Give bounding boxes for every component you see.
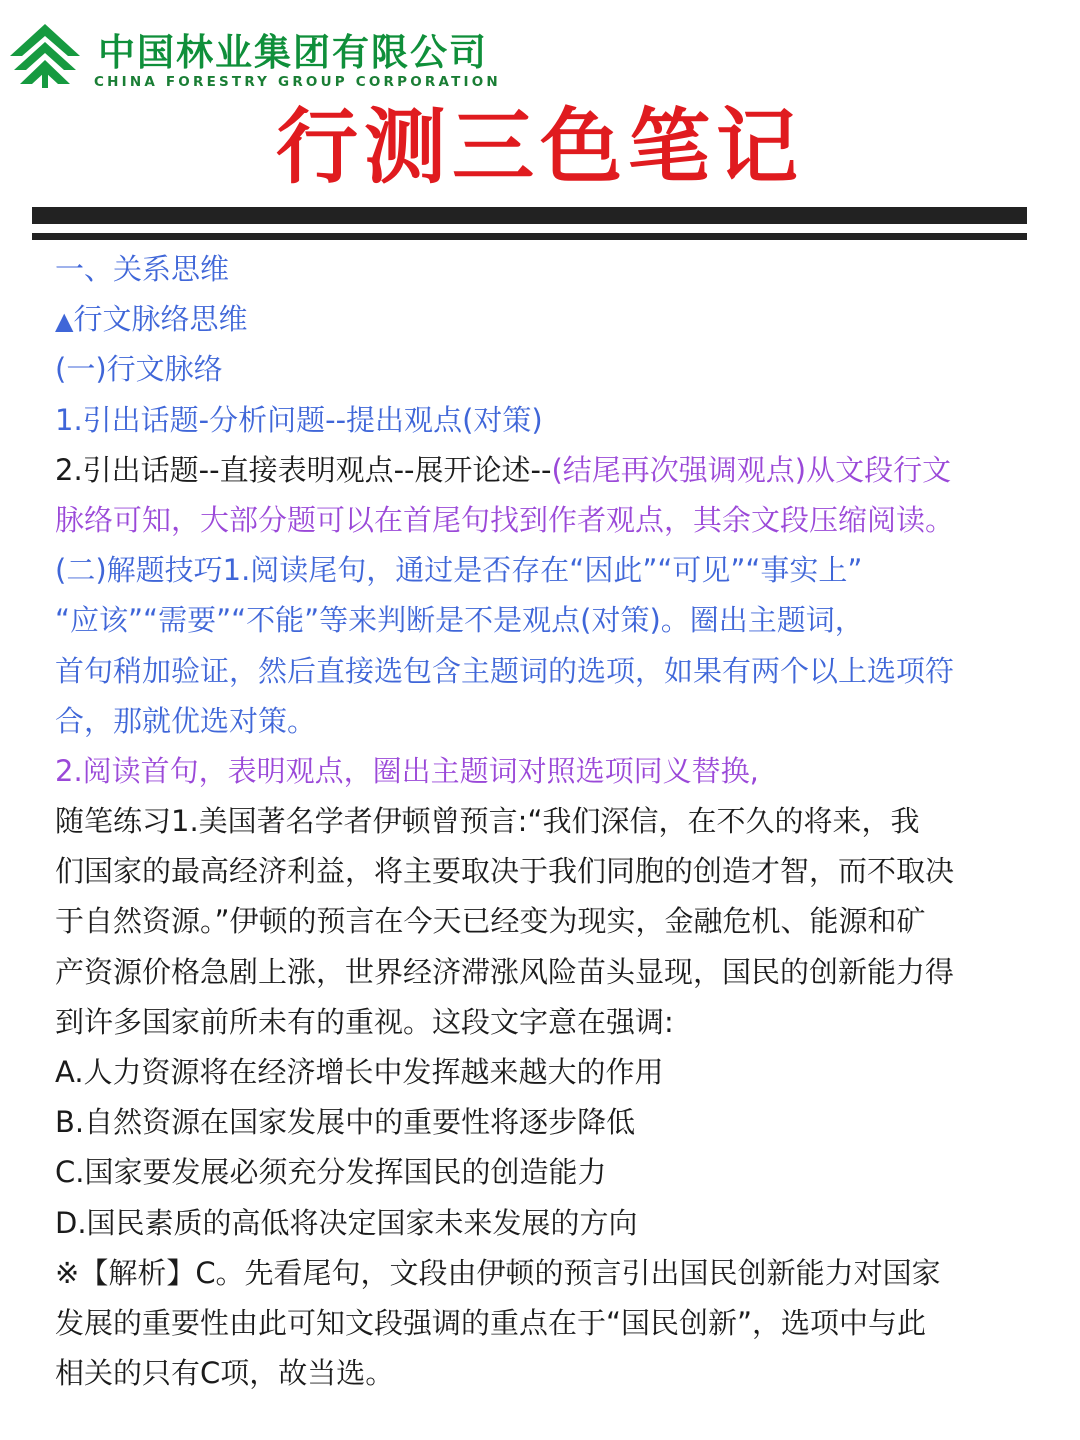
practice-line: 产资源价格急剧上涨，世界经济滞涨风险苗头显现，国民的创新能力得	[55, 954, 955, 989]
notes-body	[55, 244, 1030, 1398]
tree-logo-icon	[8, 22, 82, 90]
note-item-2	[55, 445, 1030, 495]
triangle-icon: ▲	[55, 307, 74, 336]
option-c: C.国家要发展必须充分发挥国民的创造能力	[55, 1155, 607, 1190]
option-d: D.国民素质的高低将决定国家未来发展的方向	[55, 1205, 638, 1240]
analysis-line: 发展的重要性由此可知文段强调的重点在于“国民创新”，选项中与此	[55, 1305, 927, 1340]
reference-mark-icon: ※	[55, 1255, 80, 1290]
section-heading: 一、关系思维	[55, 252, 230, 286]
analysis-line	[55, 1248, 1030, 1298]
part2-line-1: (二)解题技巧1.阅读尾句，通过是否存在“因此”“可见”“事实上”	[55, 553, 863, 588]
practice-line: 们国家的最高经济利益，将主要取决于我们同胞的创造才智，而不取决	[55, 854, 955, 889]
note-item-2-text: 2.引出话题--直接表明观点--展开论述--	[55, 452, 552, 487]
header	[0, 0, 1080, 100]
part1-heading: (一)行文脉络	[55, 352, 223, 387]
option-b: B.自然资源在国家发展中的重要性将逐步降低	[55, 1105, 636, 1140]
subheading-text: 行文脉络思维	[73, 302, 248, 337]
part2-line-2: “应该”“需要”“不能”等来判断是不是观点(对策)。圈出主题词，	[55, 603, 864, 638]
part2-line-3: 首句稍加验证，然后直接选包含主题词的选项，如果有两个以上选项符	[55, 653, 955, 688]
practice-line: 随笔练习1.美国著名学者伊顿曾预言:“我们深信，在不久的将来，我	[55, 804, 920, 839]
note-item-2-emphasis: (结尾再次强调观点)从文段行文	[551, 452, 952, 487]
tip-2: 2.阅读首句，表明观点，圈出主题词对照选项同义替换,	[55, 753, 759, 788]
note-item-1: 1.引出话题-分析问题--提出观点(对策)	[55, 402, 543, 437]
company-name-en: CHINA FORESTRY GROUP CORPORATION	[94, 74, 501, 90]
note-item-2-conclusion: 脉络可知，大部分题可以在首尾句找到作者观点，其余文段压缩阅读。	[55, 502, 955, 537]
option-a: A.人力资源将在经济增长中发挥越来越大的作用	[55, 1055, 664, 1089]
company-name-cn: 中国林业集团有限公司	[98, 31, 488, 74]
part2-line-4: 合，那就优选对策。	[55, 703, 317, 738]
analysis-line: 相关的只有C项，故当选。	[55, 1356, 395, 1391]
divider-thin	[32, 233, 1027, 240]
page-title: 行测三色笔记	[275, 100, 804, 195]
subheading	[55, 294, 1030, 344]
practice-line: 于自然资源。”伊顿的预言在今天已经变为现实，金融危机、能源和矿	[55, 904, 926, 939]
practice-line: 到许多国家前所未有的重视。这段文字意在强调:	[55, 1004, 674, 1039]
divider-thick	[32, 207, 1027, 224]
analysis-text: 【解析】C。先看尾句，文段由伊顿的预言引出国民创新能力对国家	[79, 1255, 941, 1290]
